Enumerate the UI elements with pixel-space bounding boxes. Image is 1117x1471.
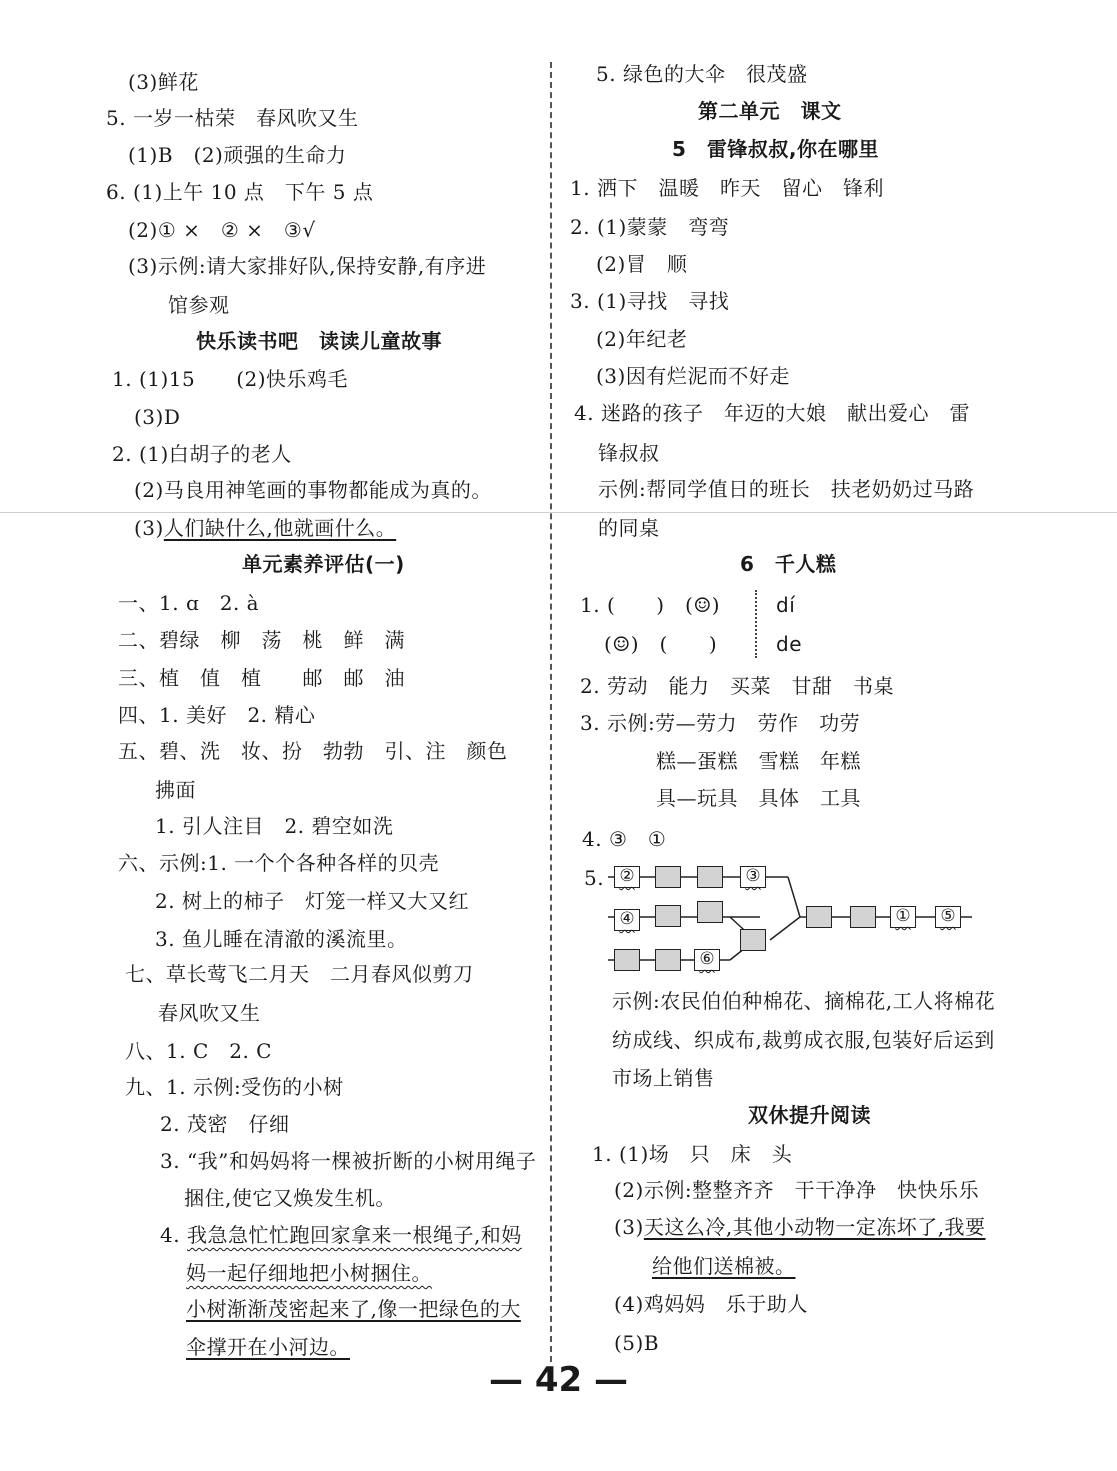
section-heading: 第二单元 课文 bbox=[698, 99, 842, 123]
step-box bbox=[655, 949, 681, 971]
answer-line: 捆住,使它又焕发生机。 bbox=[184, 1186, 396, 1210]
answer-line: 七、草长莺飞二月天 二月春风似剪刀 bbox=[125, 962, 474, 986]
answer-line: 3. 鱼儿睡在清澈的溪流里。 bbox=[155, 927, 408, 951]
item-number: (3) bbox=[134, 516, 164, 540]
page-number: — 42 — bbox=[489, 1360, 628, 1400]
step-box bbox=[806, 906, 832, 928]
answer-line: 5. 绿色的大伞 很茂盛 bbox=[596, 62, 808, 86]
answer-line: (2)马良用神笔画的事物都能成为真的。 bbox=[134, 478, 492, 502]
answer-line: 4. 迷路的孩子 年迈的大娘 献出爱心 雷 bbox=[574, 401, 970, 425]
answer-line: 四、1. 美好 2. 精心 bbox=[118, 703, 316, 727]
step-box bbox=[614, 949, 640, 971]
answer-line: 具—玩具 具体 工具 bbox=[656, 786, 861, 810]
answer-line: 4. ③ ① bbox=[582, 827, 667, 851]
answer-line: 示例:帮同学值日的班长 扶老奶奶过马路 bbox=[598, 477, 975, 501]
answer-line: 5. 一岁一枯荣 春风吹又生 bbox=[106, 106, 359, 130]
item-number: (3) bbox=[614, 1215, 644, 1239]
answer-line: 八、1. C 2. C bbox=[125, 1039, 272, 1063]
section-heading: 双休提升阅读 bbox=[748, 1103, 871, 1127]
answer-line: (☺) ( ) bbox=[604, 632, 718, 656]
fold-line bbox=[0, 512, 1117, 513]
answer-line: (2)① × ② × ③√ bbox=[128, 218, 316, 242]
step-box bbox=[655, 905, 681, 927]
answer-line: 拂面 bbox=[155, 778, 196, 802]
answer-line: 2. 树上的柿子 灯笼一样又大又红 bbox=[155, 889, 469, 913]
answer-line: 糕—蛋糕 雪糕 年糕 bbox=[656, 749, 861, 773]
step-box bbox=[740, 929, 766, 951]
pinyin: dí bbox=[776, 593, 796, 617]
underlined-answer: 小树渐渐茂密起来了,像一把绿色的大 bbox=[186, 1297, 521, 1321]
underlined-answer: 天这么冷,其他小动物一定冻坏了,我要 bbox=[643, 1215, 986, 1239]
step-box: ④ bbox=[614, 909, 640, 931]
underlined-answer: 伞撑开在小河边。 bbox=[186, 1335, 350, 1359]
section-heading: 6 千人糕 bbox=[740, 552, 837, 576]
answer-line bbox=[160, 1221, 522, 1249]
answer-line: 5. bbox=[584, 866, 605, 890]
answer-line: 6. (1)上午 10 点 下午 5 点 bbox=[106, 180, 374, 204]
item-number: 4. bbox=[160, 1223, 187, 1247]
step-box: ⑤ bbox=[935, 906, 961, 928]
separator-dots bbox=[755, 590, 757, 658]
answer-line: 锋叔叔 bbox=[598, 441, 660, 465]
answer-line: 馆参观 bbox=[168, 293, 230, 317]
answer-line: (2)冒 顺 bbox=[596, 252, 688, 276]
answer-line: 3. (1)寻找 寻找 bbox=[570, 289, 730, 313]
answer-line: 六、示例:1. 一个个各种各样的贝壳 bbox=[118, 851, 440, 875]
answer-line: (5)B bbox=[614, 1331, 660, 1355]
answer-line: 1. (1)场 只 床 头 bbox=[592, 1142, 793, 1166]
answer-line: 1. 引人注目 2. 碧空如洗 bbox=[155, 814, 394, 838]
answer-line: 二、碧绿 柳 荡 桃 鲜 满 bbox=[118, 628, 405, 652]
answer-line: 2. (1)蒙蒙 弯弯 bbox=[570, 215, 730, 239]
step-box bbox=[697, 866, 723, 888]
section-heading: 单元素养评估(一) bbox=[242, 552, 405, 576]
answer-line: 市场上销售 bbox=[612, 1066, 715, 1090]
answer-line: 示例:农民伯伯种棉花、摘棉花,工人将棉花 bbox=[612, 989, 996, 1013]
answer-line: (2)年纪老 bbox=[596, 327, 688, 351]
answer-line: 2. 茂密 仔细 bbox=[160, 1112, 290, 1136]
answer-line: 九、1. 示例:受伤的小树 bbox=[125, 1075, 344, 1099]
answer-line bbox=[134, 514, 396, 542]
answer-line: (4)鸡妈妈 乐于助人 bbox=[614, 1292, 808, 1316]
answer-line: 1. ( ) (☺) bbox=[580, 593, 721, 617]
answer-line: 2. (1)白胡子的老人 bbox=[112, 442, 292, 466]
wavy-underlined-answer: 我急急忙忙跑回家拿来一根绳子,和妈 bbox=[186, 1223, 522, 1247]
answer-line: 2. 劳动 能力 买菜 甘甜 书桌 bbox=[580, 674, 894, 698]
step-box: ③ bbox=[740, 866, 766, 888]
answer-line: 纺成线、织成布,裁剪成衣服,包装好后运到 bbox=[612, 1028, 995, 1052]
section-heading: 5 雷锋叔叔,你在哪里 bbox=[672, 137, 880, 161]
section-heading: 快乐读书吧 读读儿童故事 bbox=[196, 329, 442, 353]
answer-line: (3)示例:请大家排好队,保持安静,有序进 bbox=[128, 254, 487, 278]
step-box bbox=[850, 906, 876, 928]
step-box bbox=[655, 866, 681, 888]
answer-line: (1)B (2)顽强的生命力 bbox=[128, 143, 347, 167]
answer-line: 三、植 值 植 邮 邮 油 bbox=[118, 666, 405, 690]
underlined-answer: 人们缺什么,他就画什么。 bbox=[163, 516, 397, 540]
answer-line: (3)D bbox=[134, 405, 181, 429]
underlined-answer: 给他们送棉被。 bbox=[652, 1254, 796, 1278]
step-box bbox=[697, 901, 723, 923]
answer-line: 五、碧、洗 妆、扮 勃勃 引、注 颜色 bbox=[118, 739, 508, 763]
pinyin: de bbox=[776, 632, 802, 656]
answer-line: 春风吹又生 bbox=[158, 1001, 261, 1025]
answer-line: 1. 洒下 温暖 昨天 留心 锋利 bbox=[570, 176, 884, 200]
answer-line: 一、1. ɑ 2. à bbox=[118, 591, 260, 615]
answer-line: (2)示例:整整齐齐 干干净净 快快乐乐 bbox=[614, 1178, 980, 1202]
answer-line: (3)鲜花 bbox=[128, 70, 199, 94]
column-divider bbox=[550, 62, 552, 1362]
answer-line: 的同桌 bbox=[598, 516, 660, 540]
answer-line: 1. (1)15 (2)快乐鸡毛 bbox=[112, 367, 349, 391]
step-box: ① bbox=[890, 906, 916, 928]
answer-line bbox=[614, 1213, 986, 1241]
wavy-underlined-answer: 妈一起仔细地把小树捆住。 bbox=[186, 1261, 432, 1285]
step-box: ⑥ bbox=[694, 949, 720, 971]
answer-line: 3. 示例:劳—劳力 劳作 功劳 bbox=[580, 711, 861, 735]
answer-line: 3. “我”和妈妈将一棵被折断的小树用绳子 bbox=[160, 1149, 537, 1173]
answer-line: (3)因有烂泥而不好走 bbox=[596, 364, 790, 388]
step-box: ② bbox=[614, 866, 640, 888]
